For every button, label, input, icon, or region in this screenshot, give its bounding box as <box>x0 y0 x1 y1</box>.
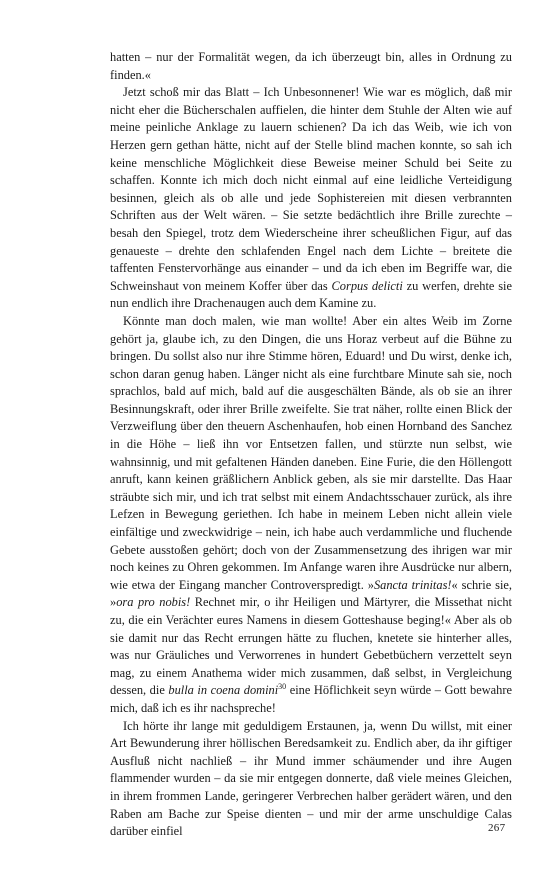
paragraph <box>110 313 512 718</box>
paragraph <box>110 718 512 841</box>
body-text <box>110 49 512 841</box>
paragraph-text: Könnte man doch malen, wie man wollte! Aber ein altes Weib im Zorne gehört ja, glaube ich, zu den Dingen, die uns Horaz verbeut auf die Bühne zu bringen. Du sollst also nur ihre Stimme hören, Eduard! und Du wirst, denke ich, schon daran genug haben. Länger nicht als eine furchtbare Minute sah sie, noch sprachlos, bald auf mich, bald auf die ausgeschälten Bände, als ob sie an ihrer Besinnungskraft, oder ihrer Brille zweifelte. Sie trat näher, rollte einen Blick der Verzweiflung über den theuern Aschenhaufen, hob einen Hornband des Sanchez in die Höhe – ließ ihn vor Entsetzen fallen, und stürzte nun selbst, wie wahnsinnig, und mit gefaltenen Händen daneben. Eine Furie, die den Höllengott anruft, kann keinen gräßlichern Anblick geben, als sie mir darstellte. Das Haar sträubte sich mir, und ich trat selbst mit einem Andachtsschauer zurück, als ihre Lefzen in Bewegung geriethen. Ich habe in meinem Leben nicht allein viele einfältige und zweckwidrige – nein, ich habe auch verdammliche und fluchende Gebete ausstoßen gehört; doch von der Zusammensetzung des ihrigen war mir noch keines zu Ohren gekommen. Im Anfange waren ihre Ausdrücke nur albern, wie etwa der Eingang mancher Controverspredigt. » <box>110 313 512 592</box>
paragraph <box>110 49 512 84</box>
paragraph-text: « schrie sie, » <box>110 577 512 610</box>
paragraph-text: Jetzt schoß mir das Blatt – Ich Unbesonnener! Wie war es möglich, daß mir nicht eher die Bücherschalen auffielen, die hinter dem Stuhle der Alten wie auf meine peinliche Anklage zu lauern schienen? Da ich das Weib, wie ich von Herzen gern gethan hätte, nicht auf der Stelle blind machen konnte, so sah ich keine menschliche Möglichkeit diese Beweise meiner Schuld bei Seite zu schaffen. Konnte ich mich doch nicht einmal auf eine leidliche Verteidigung besinnen, gleich als ob alle und jede Sophistereien mit diesen verbrannten Schriften aus der Welt wären. – Sie setzte bedächtlich ihre Brille zurechte – besah den Spiegel, trotz dem Wiederscheine ihrer scheußlichen Figur, auf das genaueste – drehte den schlafenden Engel nach dem Lichte – breitete die taffenten Fenstervorhänge aus einander – und da ich eben im Begriffe war, die Schweinshaut von meinem Koffer über das <box>110 85 512 293</box>
italic-text: Corpus delicti <box>331 278 403 293</box>
paragraph-text: eine Höflichkeit seyn würde – Gott bewahre mich, daß ich es ihr nachspreche! <box>110 683 512 715</box>
paragraph-text: hatten – nur der Formalität wegen, da ich überzeugt bin, alles in Ordnung zu finden.« <box>110 50 512 82</box>
footnote-marker: 30 <box>278 682 287 692</box>
paragraph-text: zu werfen, drehte sie nun endlich ihre Drachenaugen auch dem Kamine zu. <box>110 278 512 311</box>
paragraph-text: Ich hörte ihr lange mit geduldigem Erstaunen, ja, wenn Du willst, mit einer Art Bewunderung ihrer höllischen Beredsamkeit zu. Endlich aber, da ihr giftiger Ausfluß nicht nachließ – ihr Mund immer schäumender und ihre Augen flammender wurden – da sie mir entgegen donnerte, daß viele meines Gleichen, in ihrem frommen Lande, geringerer Verbrechen halber gerädert wären, und den Raben am Bache zur Speise dienten – und mir der arme unschuldige Calas darüber einfiel <box>110 718 512 839</box>
italic-text: bulla in coena domini <box>168 683 279 698</box>
paragraph <box>110 84 512 313</box>
italic-text: Sancta trinitas! <box>373 577 452 592</box>
page-number: 267 <box>488 822 506 834</box>
paragraph-text: Rechnet mir, o ihr Heiligen und Märtyrer, die Missethat nicht zu, die ein Verächter eures Namens in diesem Gotteshause beging!« Aber als ob sie damit nur das Recht errungen hätte zu fluchen, knetete sie hinterher alles, was nur Gräuliches und Verworrenes in hundert Gebetbüchern verzettelt seyn mag, zu einem Anathema wider mich zusammen, daß selbst, in Vergleichung dessen, die <box>110 595 512 698</box>
italic-text: ora pro nobis! <box>116 595 191 610</box>
